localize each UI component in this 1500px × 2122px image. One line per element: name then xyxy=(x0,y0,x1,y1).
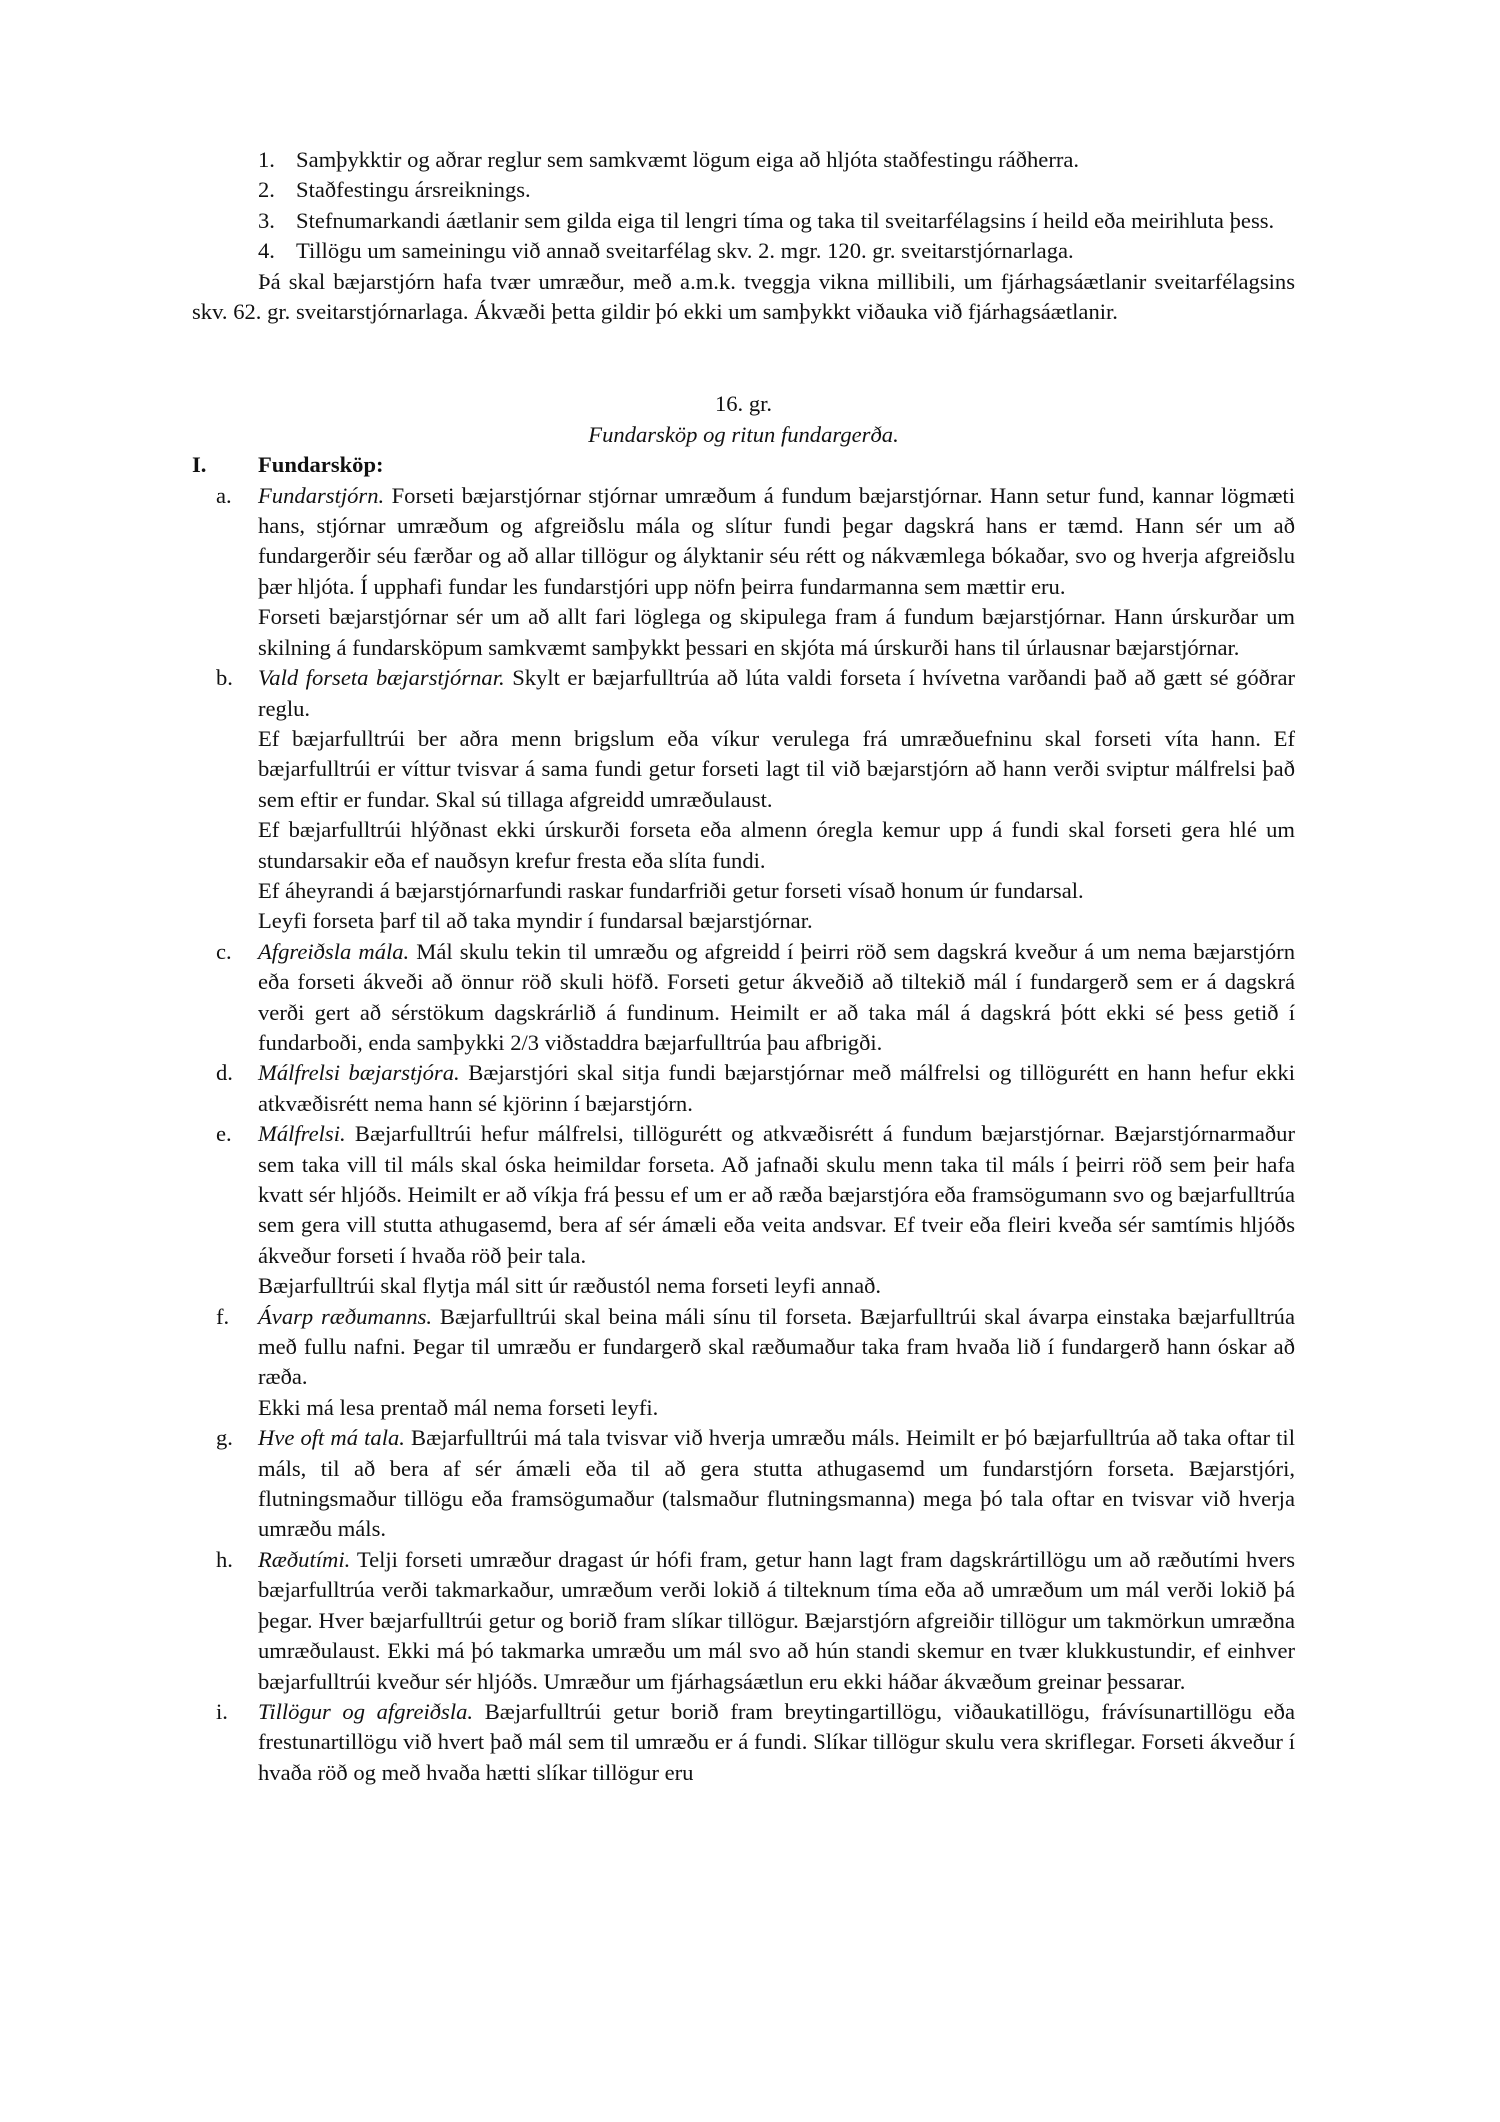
clause-paragraph: Forseti bæjarstjórnar sér um að allt fari löglega og skipulega fram á fundum bæjarstjórnar. Hann úrskurðar um skilning á fundarsköpum samkvæmt samþykkt þessari en skjóta má úrskurði hans til úrlausnar bæjarstjórnar. xyxy=(258,604,1295,660)
clause-title: Tillögur og afgreiðsla. xyxy=(258,1698,474,1724)
clause-title: Fundarstjórn. xyxy=(258,482,385,508)
article-title: Fundarsköp og ritun fundargerða. xyxy=(588,421,899,447)
numbered-list xyxy=(192,145,1295,267)
clause-label: h. xyxy=(216,1546,233,1572)
clause-paragraph xyxy=(258,1545,1295,1697)
clause-paragraph: Ef bæjarfulltrúi hlýðnast ekki úrskurði forseta eða almenn óregla kemur upp á fundi skal forseti gera hlé um stundarsakir eða ef nauðsyn krefur fresta eða slíta fundi. xyxy=(258,817,1295,873)
clause-body xyxy=(258,663,1295,937)
clause-text: Bæjarfulltrúi skal beina máli sínu til forseta. Bæjarfulltrúi skal ávarpa einstaka bæjarfulltrúa með fullu nafni. Þegar til umræðu er fundargerð skal ræðumaður taka fram hvaða lið í fundargerð hann óskar að ræða. xyxy=(258,1303,1295,1390)
clause-paragraph: Ekki má lesa prentað mál nema forseti leyfi. xyxy=(258,1394,659,1420)
clause-title: Hve oft má tala. xyxy=(258,1425,405,1451)
list-number: 4. xyxy=(258,238,275,264)
clause-text: Bæjarfulltrúi má tala tvisvar við hverja umræðu máls. Heimilt er þó bæjarfulltrúa að taka oftar til máls, til að bera af sér ámæli eða til að gera stutta athugasemd um fundarstjórn forseta. Bæjarstjóri, flutningsmaður tillögu eða framsögumaður (talsmaður flutningsmanna) mega þó tala oftar en tvisvar við hverja umræðu máls. xyxy=(258,1425,1295,1542)
clause-paragraph xyxy=(258,481,1295,603)
list-item xyxy=(192,175,1295,205)
clause-paragraph xyxy=(258,663,1295,724)
clause-body xyxy=(258,1697,1295,1788)
clause-text: Mál skulu tekin til umræðu og afgreidd í þeirri röð sem dagskrá kveður á um nema bæjarstjórn eða forseti ákveði að önnur röð skuli höfð. Forseti getur ákveðið að tiltekið mál í fundargerð sem er á dagskrá verði gert að sérstökum dagskrárlið á fundinum. Heimilt er að taka mál á dagskrá þótt ekki sé þess getið í fundarboði, enda samþykki 2/3 viðstaddra bæjarfulltrúa þau afbrigði. xyxy=(258,938,1295,1055)
list-text: Samþykktir og aðrar reglur sem samkvæmt lögum eiga að hljóta staðfestingu ráðherra. xyxy=(296,147,1080,172)
clause-label: e. xyxy=(216,1121,232,1147)
clause-b xyxy=(192,663,1295,937)
clause-text: Bæjarfulltrúi hefur málfrelsi, tillögurétt og atkvæðisrétt á fundum bæjarstjórnar. Bæjarstjórnarmaður sem taka vill til máls skal óska heimildar forseta. Að jafnaði skulu menn taka til máls í þeirri röð sem þeir hafa kvatt sér hljóðs. Heimilt er að víkja frá þessu ef um er að ræða bæjarstjóra eða framsögumann svo og bæjarfulltrúa sem gera vill stutta athugasemd, bera af sér ámæli eða veita andsvar. Ef tveir eða fleiri kveða sér samtímis hljóðs ákveður forseti í hvaða röð þeir tala. xyxy=(258,1121,1296,1268)
clause-h xyxy=(192,1545,1295,1697)
clause-label: b. xyxy=(216,665,233,691)
article-number: 16. gr. xyxy=(714,391,773,417)
clause-text: Telji forseti umræður dragast úr hófi fram, getur hann lagt fram dagskrártillögu um að ræðutími hvers bæjarfulltrúa verði takmarkaður, umræðum verði lokið á tilteknum tíma eða að umræðum um mál verði lokið þá þegar. Hver bæjarfulltrúi getur og borið fram slíkar tillögur. Bæjarstjórn afgreiðir tillögur um takmörkun umræðna umræðulaust. Ekki má þó takmarka umræðu um mál svo að hún standi skemur en tvær klukkustundir, ef einhver bæjarfulltrúi kveður sér hljóðs. Umræður um fjárhagsáætlun eru ekki háðar ákvæðum greinar þessarar. xyxy=(258,1546,1295,1694)
clause-label: a. xyxy=(216,482,232,508)
clause-paragraph xyxy=(258,1423,1295,1545)
budget-paragraph: Þá skal bæjarstjórn hafa tvær umræður, með a.m.k. tveggja vikna millibili, um fjárhagsáætlanir sveitarfélagsins skv. 62. gr. sveitarstjórnarlaga. Ákvæði þetta gildir þó ekki um samþykkt viðauka við fjárhagsáætlanir. xyxy=(192,268,1295,325)
list-number: 1. xyxy=(258,147,275,172)
clause-text: Bæjarstjóri skal sitja fundi bæjarstjórnar með málfrelsi og tillögurétt en hann hefur ekki atkvæðisrétt nema hann sé kjörinn í bæjarstjórn. xyxy=(258,1060,1296,1116)
clause-label: i. xyxy=(216,1698,228,1724)
clause-paragraph: Leyfi forseta þarf til að taka myndir í fundarsal bæjarstjórnar. xyxy=(258,908,813,934)
clause-title: Ræðutími. xyxy=(258,1546,351,1572)
clause-paragraph xyxy=(258,1697,1295,1788)
clause-paragraph xyxy=(258,1302,1295,1393)
chapter-title: Fundarsköp: xyxy=(258,452,384,478)
clause-e xyxy=(192,1119,1295,1301)
clause-label: g. xyxy=(216,1425,233,1451)
clause-paragraph: Ef bæjarfulltrúi ber aðra menn brigslum eða víkur verulega frá umræðuefninu skal forseti víta hann. Ef bæjarfulltrúi er víttur tvisvar á sama fundi getur forseti lagt til við bæjarstjórn að hann verði sviptur málfrelsi það sem eftir er fundar. Skal sú tillaga afgreidd umræðulaust. xyxy=(258,725,1295,812)
list-text: Staðfestingu ársreiknings. xyxy=(296,177,531,203)
chapter-heading xyxy=(192,450,1295,480)
clause-title: Vald forseta bæjarstjórnar. xyxy=(258,665,505,691)
list-text: Tillögu um sameiningu við annað sveitarfélag skv. 2. mgr. 120. gr. sveitarstjórnarlaga. xyxy=(296,238,1074,264)
clause-body xyxy=(258,481,1295,663)
clause-paragraph: Ef áheyrandi á bæjarstjórnarfundi raskar fundarfriði getur forseti vísað honum úr fundarsal. xyxy=(258,877,1084,903)
clause-list xyxy=(192,481,1295,1788)
list-item xyxy=(192,145,1295,175)
chapter-numeral: I. xyxy=(192,452,207,478)
clause-title: Ávarp ræðumanns. xyxy=(258,1303,433,1329)
clause-label: c. xyxy=(216,938,232,964)
clause-label: f. xyxy=(216,1303,230,1329)
clause-body xyxy=(258,1058,1295,1119)
clause-text: Forseti bæjarstjórnar stjórnar umræðum á fundum bæjarstjórnar. Hann setur fund, kannar lögmæti hans, stjórnar umræðum og afgreiðslu mála og slítur fundi þegar dagskrá hans er tæmd. Hann sér um að fundargerðir séu færðar og að allar tillögur og ályktanir séu rétt og nákvæmlega bókaðar, svo og hverja afgreiðslu þær hljóta. Í upphafi fundar les fundarstjóri upp nöfn þeirra fundarmanna sem mættir eru. xyxy=(258,482,1295,599)
clause-body xyxy=(258,1545,1295,1697)
clause-body xyxy=(258,937,1295,1059)
clause-title: Málfrelsi. xyxy=(258,1121,346,1147)
clause-paragraph xyxy=(258,1058,1295,1119)
list-number: 2. xyxy=(258,177,275,203)
clause-label: d. xyxy=(216,1060,233,1086)
clause-paragraph xyxy=(258,1119,1295,1271)
list-text: Stefnumarkandi áætlanir sem gilda eiga til lengri tíma og taka til sveitarfélagsins í heild eða meirihluta þess. xyxy=(296,207,1275,233)
list-item xyxy=(192,206,1295,236)
list-item xyxy=(192,236,1295,266)
clause-paragraph xyxy=(258,937,1295,1059)
budget-paragraph-wrapper xyxy=(192,267,1295,328)
clause-body xyxy=(258,1423,1295,1545)
clause-title: Afgreiðsla mála. xyxy=(258,938,410,964)
clause-paragraph: Bæjarfulltrúi skal flytja mál sitt úr ræðustól nema forseti leyfi annað. xyxy=(258,1273,882,1299)
clause-title: Málfrelsi bæjarstjóra. xyxy=(258,1060,460,1086)
clause-f xyxy=(192,1302,1295,1424)
list-number: 3. xyxy=(258,207,275,233)
clause-a xyxy=(192,481,1295,663)
clause-body xyxy=(258,1119,1295,1301)
clause-i xyxy=(192,1697,1295,1788)
clause-body xyxy=(258,1302,1295,1424)
clause-g xyxy=(192,1423,1295,1545)
clause-text: Skylt er bæjarfulltrúa að lúta valdi forseta í hvívetna varðandi það að gætt sé góðrar reglu. xyxy=(258,665,1295,721)
clause-c xyxy=(192,937,1295,1059)
clause-d xyxy=(192,1058,1295,1119)
clause-text: Bæjarfulltrúi getur borið fram breytingartillögu, viðaukatillögu, frávísunartillögu eða frestunartillögu við hvert það mál sem til umræðu er á fundi. Slíkar tillögur skulu vera skriflegar. Forseti ákveður í hvaða röð og með hvaða hætti slíkar tillögur eru xyxy=(258,1698,1295,1785)
